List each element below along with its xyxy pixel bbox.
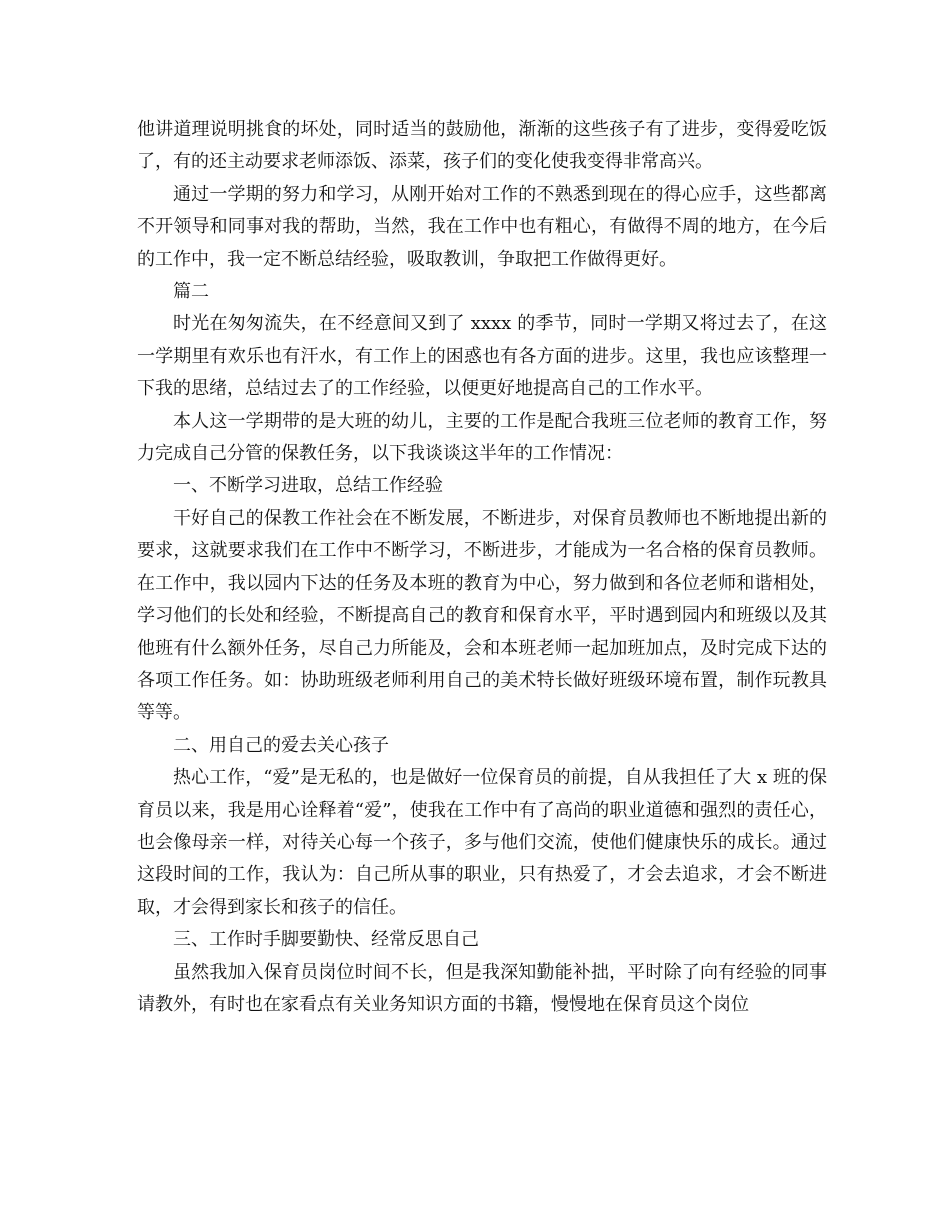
document-page	[137, 114, 827, 1021]
section-heading: 一、不断学习进取，总结工作经验	[173, 475, 443, 497]
paragraph: 通过一学期的努力和学习，从刚开始对工作的不熟悉到现在的得心应手，这些都离不开领导和同事对我的帮助，当然，我在工作中也有粗心，有做得不周的地方，在今后的工作中，我一定不断总结经验，吸取教训，争取把工作做得更好。	[137, 183, 827, 270]
paragraph: 干好自己的保教工作社会在不断发展，不断进步，对保育员教师也不断地提出新的要求，这就要求我们在工作中不断学习，不断进步，才能成为一名合格的保育员教师。在工作中，我以园内下达的任务及本班的教育为中心，努力做到和各位老师和谐相处，学习他们的长处和经验，不断提高自己的教育和保育水平，平时遇到园内和班级以及其他班有什么额外任务，尽自己力所能及，会和本班老师一起加班加点，及时完成下达的各项工作任务。如：协助班级老师利用自己的美术特长做好班级环境布置，制作玩教具等等。	[137, 507, 827, 724]
paragraph: 时光在匆匆流失，在不经意间又到了 xxxx 的季节，同时一学期又将过去了，在这一学期里有欢乐也有汗水，有工作上的困惑也有各方面的进步。这里，我也应该整理一下我的思绪，总结过去了的工作经验，以便更好地提高自己的工作水平。	[137, 313, 827, 400]
paragraph: 热心工作，“爱”是无私的，也是做好一位保育员的前提，自从我担任了大 x 班的保育员以来，我是用心诠释着“爱”，使我在工作中有了高尚的职业道德和强烈的责任心，也会像母亲一样，对待关心每一个孩子，多与他们交流，使他们健康快乐的成长。通过这段时间的工作，我认为：自己所从事的职业，只有热爱了，才会去追求，才会不断进取，才会得到家长和孩子的信任。	[137, 767, 827, 918]
section-heading: 三、工作时手脚要勤快、经常反思自己	[173, 929, 479, 951]
section-heading: 二、用自己的爱去关心孩子	[173, 734, 389, 756]
paragraph: 本人这一学期带的是大班的幼儿，主要的工作是配合我班三位老师的教育工作，努力完成自己分管的保教任务，以下我谈谈这半年的工作情况：	[137, 410, 827, 465]
paragraph: 虽然我加入保育员岗位时间不长，但是我深知勤能补拙，平时除了向有经验的同事请教外，有时也在家看点有关业务知识方面的书籍，慢慢地在保育员这个岗位	[137, 961, 827, 1015]
section-heading: 篇二	[173, 281, 209, 303]
paragraph: 他讲道理说明挑食的坏处，同时适当的鼓励他，渐渐的这些孩子有了进步，变得爱吃饭了，有的还主动要求老师添饭、添菜，孩子们的变化使我变得非常高兴。	[137, 119, 827, 173]
